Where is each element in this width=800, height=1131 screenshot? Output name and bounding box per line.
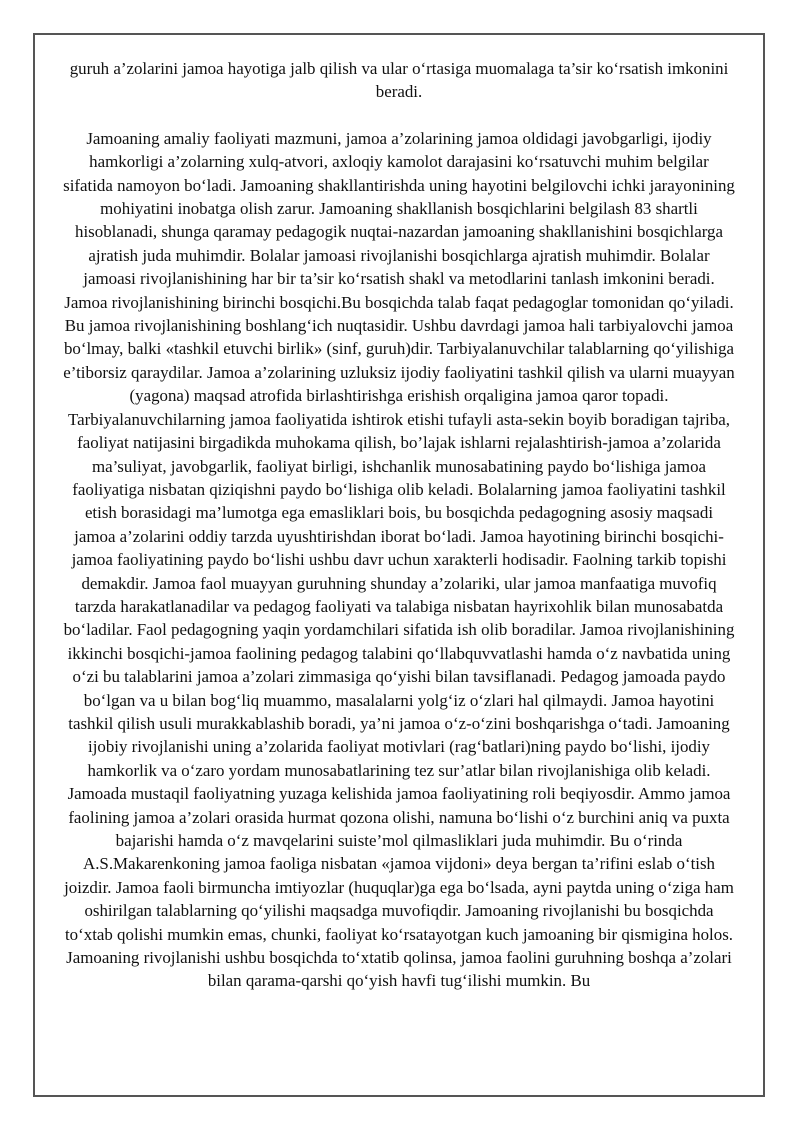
paragraph-continuation: guruh a’zolarini jamoa hayotiga jalb qilish va ular o‘rtasiga muomalaga ta’sir ko‘rsatish imkonini beradi. bbox=[69, 59, 729, 102]
paragraph-main: Jamoaning amaliy faoliyati mazmuni, jamoa a’zolarining jamoa oldidagi javobgarligi, ijodiy hamkorligi a’zolarning xulq-atvori, axloqiy kamolot darajasini ko‘rsatuvchi muhim belgilar sifatida namoyon bo‘ladi. Jamoaning shakllantirishda uning hayotini belgilovchi ichki jarayonining mohiyatini inobatga olish zarur. Jamoaning shakllanish bosqichlarini belgilash 83 shartli hisoblanadi, shunga qaramay pedagogik nuqtai-nazardan jamoaning shakllanishini bosqichlarga ajratish juda muhimdir. Bolalar jamoasi rivojlanishi bosqichlarga ajratish muhimdir. Bolalar jamoasi rivojlanishining har bir ta’sir ko‘rsatish shakl va metodlarini tanlash imkonini beradi. Jamoa rivojlanishining birinchi bosqichi.Bu bosqichda talab faqat pedagoglar tomonidan qo‘yiladi. Bu jamoa rivojlanishining boshlang‘ich nuqtasidir. Ushbu davrdagi jamoa hali tarbiyalovchi jamoa bo‘lmay, balki «tashkil etuvchi birlik» (sinf, guruh)dir. Tarbiyalanuvchilar talablarning qo‘yilishiga e’tiborsiz qaraydilar. Jamoa a’zolarining uzluksiz ijodiy faoliyatini tashkil qilish va ularni muayyan (yagona) maqsad atrofida birlashtirishga erishish orqaligina jamoa qaror topadi. Tarbiyalanuvchilarning jamoa faoliyatida ishtirok etishi tufayli asta-sekin boyib boradigan tajriba, faoliyat natijasini birgadikda muhokama qilish, bo’lajak ishlarni rejalashtirish-jamoa a’zolarida ma’suliyat, javobgarlik, faoliyat birligi, ishchanlik munosabatining paydo bo‘lishiga jamoa faoliyatiga nisbatan qiziqishni paydo bo‘lishiga olib keladi. Bolalarning jamoa faoliyatini tashkil etish borasidagi ma’lumotga ega emasliklari bois, bu bosqichda pedagogning asosiy maqsadi jamoa a’zolarini oddiy tarzda uyushtirishdan iborat bo‘ladi. Jamoa hayotining birinchi bosqichi- jamoa faoliyatining paydo bo‘lishi ushbu davr uchun xarakterli hodisadir. Faolning tarkib topishi demakdir. Jamoa faol muayyan guruhning shunday a’zolariki, ular jamoa manfaatiga muvofiq tarzda harakatlanadilar va pedagog faoliyati va talabiga nisbatan hayrixohlik bilan munosabatda bo‘ladilar. Faol pedagogning yaqin yordamchilari sifatida ish olib boradilar. Jamoa rivojlanishining ikkinchi bosqichi-jamoa faolining pedagog talabini qo‘llabquvvatlashi hamda o‘z navbatida uning o‘zi bu talablarini jamoa a’zolari zimmasiga qo‘yishi bilan tavsiflanadi. Pedagog jamoada paydo bo‘lgan va u bilan bog‘liq muammo, masalalarni yolg‘iz o‘zlari hal qilmaydi. Jamoa hayotini tashkil qilish usuli murakkablashib boradi, ya’ni jamoa o‘z-o‘zini boshqarishga o‘tadi. Jamoaning ijobiy rivojlanishi uning a’zolarida faoliyat motivlari (rag‘batlari)ning paydo bo‘lishi, ijodiy hamkorlik va o‘zaro yordam munosabatlarining tez sur’atlar bilan rivojlanishiga olib keladi. Jamoada mustaqil faoliyatning yuzaga kelishida jamoa faoliyatining roli beqiyosdir. Ammo jamoa faolining jamoa a’zolari orasida hurmat qozona olishi, namuna bo‘lishi o‘z burchini aniq va puxta bajarishi hamda o‘z mavqelarini suiste’mol qilmasliklari juda muhimdir. Bu o‘rinda A.S.Makarenkoning jamoa faoliga nisbatan «jamoa vijdoni» deya bergan ta’rifini eslab o‘tish joizdir. Jamoa faoli birmuncha imtiyozlar (huquqlar)ga ega bo‘lsada, ayni paytda uning o‘ziga ham oshirilgan talablarning qo‘yilishi maqsadga muvofiqdir. Jamoaning rivojlanishi bu bosqichda to‘xtab qolishi mumkin emas, chunki, faoliyat ko‘rsatayotgan kuch jamoaning bir qismigina holos. Jamoaning rivojlanishi ushbu bosqichda to‘xtatib qolinsa, jamoa faolini guruhning boshqa a’zolari bilan qarama-qarshi qo‘yish havfi tug‘ilishi mumkin. Bu bbox=[63, 128, 735, 991]
document-body bbox=[35, 35, 763, 993]
document-page bbox=[33, 33, 765, 1097]
